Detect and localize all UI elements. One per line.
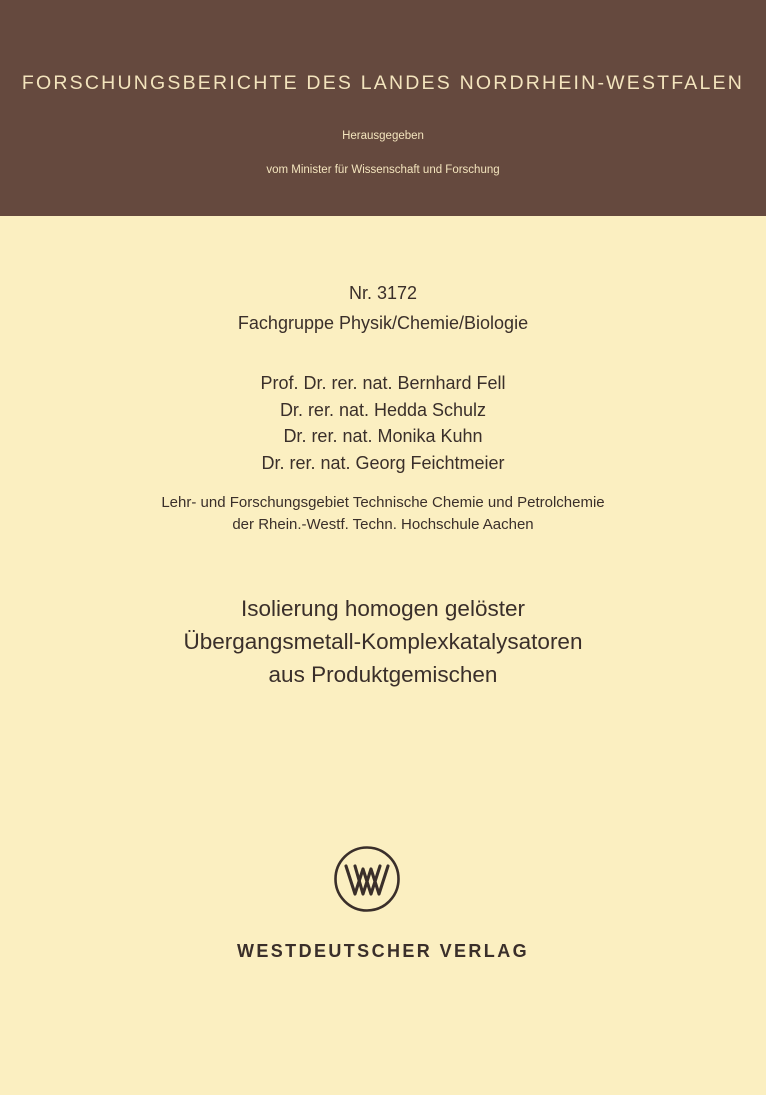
published-by-label: Herausgegeben (342, 130, 424, 142)
series-title: FORSCHUNGSBERICHTE DES LANDES NORDRHEIN-WESTFALEN (21, 72, 745, 94)
affiliation (0, 492, 766, 536)
wv-logo-icon (333, 845, 401, 913)
affiliation-line: Lehr- und Forschungsgebiet Technische Chemie und Petrolchemie (161, 494, 605, 511)
book-title-line: Isolierung homogen gelöster (241, 596, 525, 621)
report-group: Fachgruppe Physik/Chemie/Biologie (237, 313, 529, 333)
author-name: Dr. rer. nat. Hedda Schulz (279, 399, 487, 420)
book-title-line: aus Produktgemischen (268, 662, 498, 687)
book-title-line: Übergangsmetall-Komplexkatalysatoren (183, 629, 583, 654)
author-name: Dr. rer. nat. Monika Kuhn (283, 426, 483, 446)
report-number: Nr. 3172 (348, 283, 418, 303)
author-list (0, 370, 766, 476)
publisher-name: WESTDEUTSCHER VERLAG (236, 941, 529, 961)
book-title (0, 592, 766, 691)
author-name: Prof. Dr. rer. nat. Bernhard Fell (260, 373, 506, 393)
publisher-line: vom Minister für Wissenschaft und Forschung (266, 164, 500, 176)
header-band (0, 0, 766, 216)
author-name: Dr. rer. nat. Georg Feichtmeier (261, 452, 505, 473)
affiliation-line: der Rhein.-Westf. Techn. Hochschule Aachen (232, 516, 534, 533)
